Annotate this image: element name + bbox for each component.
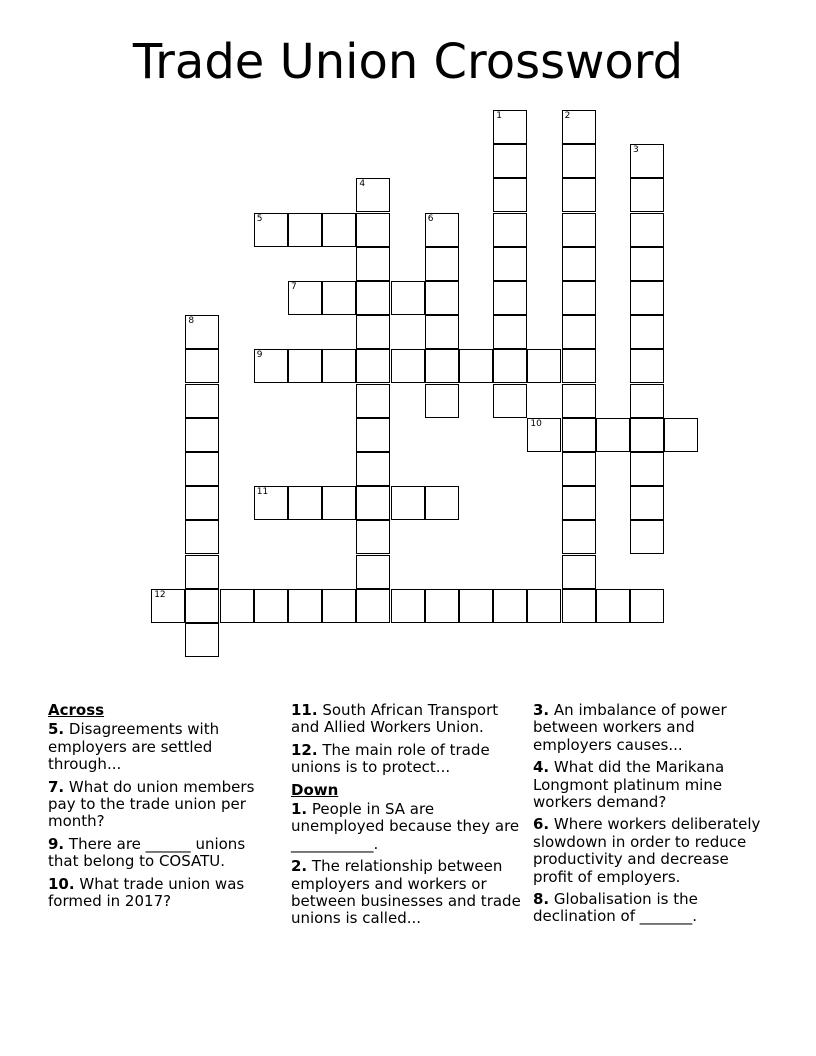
grid-cell[interactable] [562, 110, 596, 144]
clue-number: 12 [154, 589, 166, 600]
grid-cell[interactable] [630, 452, 664, 486]
grid-cell[interactable] [527, 349, 561, 383]
grid-cell[interactable] [425, 247, 459, 281]
grid-cell[interactable] [151, 589, 185, 623]
clue-number: 1. [291, 800, 308, 819]
clue-number: 3 [633, 145, 639, 156]
grid-cell[interactable] [391, 349, 425, 383]
grid-cell[interactable] [562, 555, 596, 589]
grid-cell[interactable] [630, 589, 664, 623]
grid-cell[interactable] [630, 418, 664, 452]
clue-text: Disagreements with employers are settled through... [48, 720, 220, 774]
grid-cell[interactable] [630, 178, 664, 212]
grid-cell[interactable] [356, 281, 390, 315]
grid-cell[interactable] [185, 349, 219, 383]
grid-cell[interactable] [493, 349, 527, 383]
clue-number: 11 [256, 487, 269, 498]
grid-cell[interactable] [493, 110, 527, 144]
grid-cell[interactable] [562, 418, 596, 452]
clue [48, 836, 280, 871]
grid-cell[interactable] [356, 418, 390, 452]
clue-text: South African Transport and Allied Workers Union. [291, 701, 499, 737]
grid-cell[interactable] [630, 213, 664, 247]
grid-cell[interactable] [493, 213, 527, 247]
grid-cell[interactable] [493, 384, 527, 418]
clue-number: 4 [359, 179, 366, 190]
grid-cell[interactable] [322, 349, 356, 383]
grid-cell[interactable] [254, 486, 288, 520]
clue-text: Where workers deliberately slowdown in order to reduce productivity and decrease profit of employers. [533, 815, 761, 886]
grid-cell[interactable] [288, 349, 322, 383]
grid-cell[interactable] [630, 520, 664, 554]
grid-cell[interactable] [425, 315, 459, 349]
grid-cell[interactable] [288, 213, 322, 247]
grid-cell[interactable] [562, 452, 596, 486]
grid-cell[interactable] [425, 384, 459, 418]
clue-section-heading: Across [48, 701, 105, 719]
grid-cell[interactable] [185, 418, 219, 452]
grid-cell[interactable] [630, 384, 664, 418]
grid-cell[interactable] [322, 589, 356, 623]
grid-cell[interactable] [288, 281, 322, 315]
grid-cell[interactable] [356, 349, 390, 383]
clue [533, 816, 765, 886]
clues-column-2 [291, 702, 523, 933]
clue-number: 10 [530, 418, 542, 429]
grid-cell[interactable] [562, 247, 596, 281]
clues-column-1 [48, 702, 280, 915]
clue [48, 779, 280, 831]
grid-cell[interactable] [356, 452, 390, 486]
grid-cell[interactable] [596, 589, 630, 623]
grid-cell[interactable] [356, 555, 390, 589]
clue-number: 9. [48, 834, 65, 853]
grid-cell[interactable] [254, 589, 288, 623]
clue [291, 858, 523, 928]
clue-section-heading: Down [291, 780, 339, 799]
grid-cell[interactable] [562, 213, 596, 247]
grid-cell[interactable] [493, 247, 527, 281]
grid-cell[interactable] [356, 589, 390, 623]
grid-cell[interactable] [459, 589, 493, 623]
grid-cell[interactable] [185, 452, 219, 486]
grid-cell[interactable] [562, 281, 596, 315]
clues-column-3 [533, 702, 765, 931]
grid-cell[interactable] [356, 213, 390, 247]
grid-cell[interactable] [254, 349, 288, 383]
grid-cell[interactable] [322, 281, 356, 315]
grid-cell[interactable] [185, 589, 219, 623]
clue-text: What trade union was formed in 2017? [48, 874, 245, 911]
grid-cell[interactable] [322, 486, 356, 520]
clue-number: 10. [48, 874, 75, 893]
grid-cell[interactable] [630, 315, 664, 349]
grid-cell[interactable] [630, 349, 664, 383]
clue-text: The main role of trade unions is to protect... [291, 740, 490, 777]
clue-number: 6 [427, 213, 434, 224]
grid-cell[interactable] [356, 384, 390, 418]
grid-cell[interactable] [425, 213, 459, 247]
clue [533, 702, 765, 754]
clue-number: 8 [188, 316, 195, 327]
grid-cell[interactable] [185, 486, 219, 520]
clue-number: 12. [291, 740, 318, 759]
grid-cell[interactable] [425, 486, 459, 520]
clue [533, 891, 765, 926]
clue [291, 742, 523, 777]
clue-number: 5 [256, 213, 263, 224]
grid-cell[interactable] [288, 486, 322, 520]
grid-cell[interactable] [630, 247, 664, 281]
clue-text: There are ______ unions that belong to COSATU. [48, 834, 246, 871]
grid-cell[interactable] [562, 384, 596, 418]
grid-cell[interactable] [391, 589, 425, 623]
clue-number: 1 [496, 111, 502, 121]
grid-cell[interactable] [391, 486, 425, 520]
grid-cell[interactable] [288, 589, 322, 623]
grid-cell[interactable] [322, 213, 356, 247]
grid-cell[interactable] [185, 555, 219, 589]
clue-number: 7. [48, 777, 65, 796]
grid-cell[interactable] [527, 418, 561, 452]
page-title: Trade Union Crossword [132, 34, 684, 90]
grid-cell[interactable] [254, 213, 288, 247]
clue-text: An imbalance of power between workers and employers causes... [533, 701, 727, 754]
grid-cell[interactable] [630, 281, 664, 315]
grid-cell[interactable] [356, 315, 390, 349]
grid-cell[interactable] [425, 589, 459, 623]
grid-cell[interactable] [493, 281, 527, 315]
clue-number: 5. [48, 720, 65, 739]
clue [48, 876, 280, 911]
grid-cell[interactable] [630, 486, 664, 520]
clue [48, 721, 280, 773]
clue-number: 6. [533, 815, 550, 834]
grid-cell[interactable] [493, 315, 527, 349]
clue [533, 759, 765, 811]
clue-number: 7 [291, 282, 297, 292]
grid-cell[interactable] [562, 486, 596, 520]
clue-number: 8. [533, 890, 550, 909]
clue [291, 702, 523, 737]
grid-cell[interactable] [391, 281, 425, 315]
grid-cell[interactable] [185, 623, 219, 657]
clue-number: 9 [256, 350, 263, 361]
grid-cell[interactable] [493, 589, 527, 623]
clue-text: The relationship between employers and workers or between businesses and trade unions is called... [291, 857, 521, 928]
grid-cell[interactable] [493, 144, 527, 178]
clue-number: 4. [533, 758, 550, 777]
grid-cell[interactable] [562, 178, 596, 212]
clue [291, 801, 523, 853]
clue-number: 11. [291, 701, 318, 719]
grid-cell[interactable] [493, 178, 527, 212]
grid-cell[interactable] [356, 178, 390, 212]
clue-number: 2. [291, 857, 308, 876]
grid-cell[interactable] [425, 349, 459, 383]
grid-cell[interactable] [459, 349, 493, 383]
grid-cell[interactable] [527, 589, 561, 623]
grid-cell[interactable] [562, 315, 596, 349]
grid-cell[interactable] [185, 315, 219, 349]
grid-cell[interactable] [562, 349, 596, 383]
grid-cell[interactable] [562, 589, 596, 623]
clue-text: People in SA are unemployed because they are ___________. [291, 800, 520, 853]
grid-cell[interactable] [220, 589, 254, 623]
clue-text: What did the Marikana Longmont platinum mine workers demand? [533, 758, 725, 812]
clue-text: What do union members pay to the trade union per month? [48, 777, 255, 831]
grid-cell[interactable] [356, 247, 390, 281]
grid-cell[interactable] [356, 520, 390, 554]
grid-cell[interactable] [562, 144, 596, 178]
grid-cell[interactable] [425, 281, 459, 315]
clue-number: 3. [533, 701, 550, 719]
grid-cell[interactable] [185, 384, 219, 418]
clue-text: Globalisation is the declination of _______. [533, 890, 698, 926]
grid-cell[interactable] [596, 418, 630, 452]
grid-cell[interactable] [562, 520, 596, 554]
grid-cell[interactable] [185, 520, 219, 554]
grid-cell[interactable] [664, 418, 698, 452]
grid-cell[interactable] [630, 144, 664, 178]
clue-number: 2 [564, 111, 571, 121]
grid-cell[interactable] [356, 486, 390, 520]
